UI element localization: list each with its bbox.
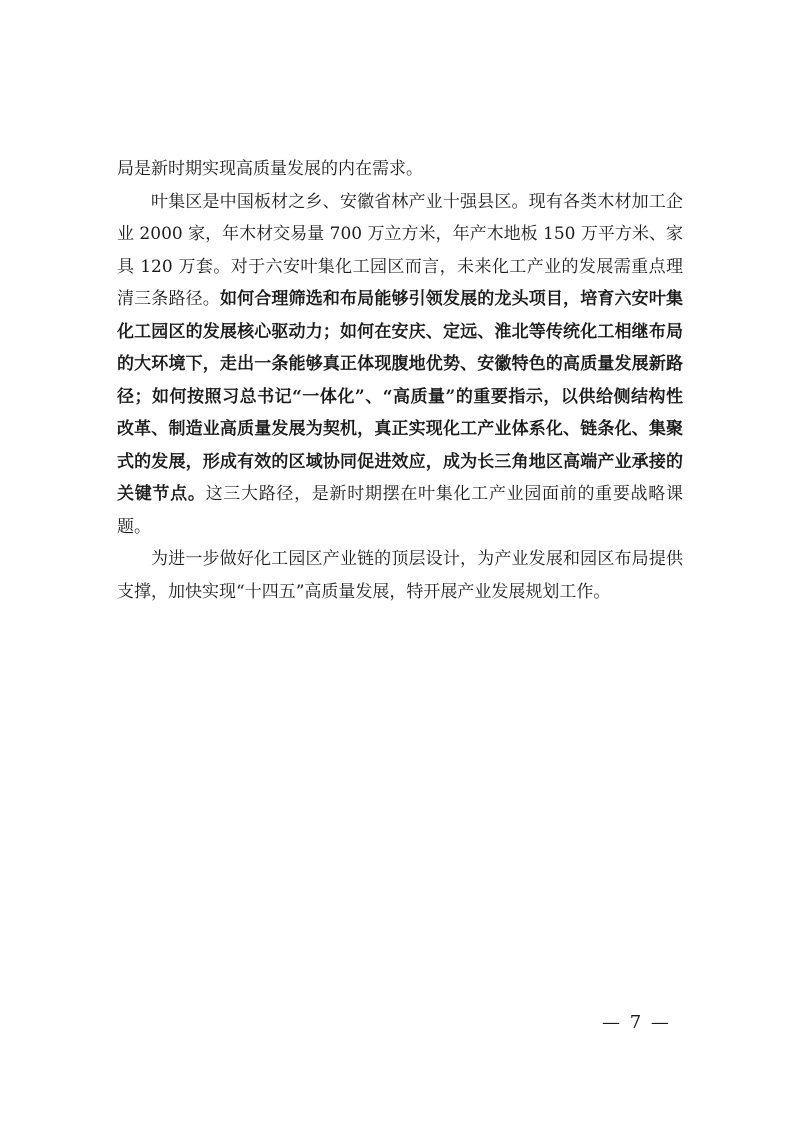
page-number: — 7 — xyxy=(602,1012,671,1033)
document-body xyxy=(117,153,683,608)
paragraph-continuation: 局是新时期实现高质量发展的内在需求。 xyxy=(117,159,423,179)
paragraph-yeji-overview xyxy=(117,186,683,544)
paragraph-intro-text: 叶集区是中国板材之乡、安徽省林产业十强县区。现有各类木材加工企业 2000 家，年木材交易量 700 万立方米，年产木地板 150 万平方米、家具 120 万套。对于六安叶集化工园区而言，未来化工产业的发展需重点理清三条路径。 xyxy=(117,191,683,309)
paragraph-closing-text: 这三大路径，是新时期摆在叶集化工产业园面前的重要战略课题。 xyxy=(117,484,684,537)
paragraph-planning-purpose: 为进一步做好化工园区产业链的顶层设计，为产业发展和园区布局提供支撑，加快实现“十四五”高质量发展，特开展产业发展规划工作。 xyxy=(117,549,683,602)
paragraph-bold-paths: 如何合理筛选和布局能够引领发展的龙头项目，培育六安叶集化工园区的发展核心驱动力；如何在安庆、定远、淮北等传统化工相继布局的大环境下，走出一条能够真正体现腹地优势、安徽特色的高质量发展新路径；如何按照习总书记“一体化”、“高质量”的重要指示，以供给侧结构性改革、制造业高质量发展为契机，真正实现化工产业体系化、链条化、集聚式的发展，形成有效的区域协同促进效应，成为长三角地区高端产业承接的关键节点。 xyxy=(117,289,683,504)
